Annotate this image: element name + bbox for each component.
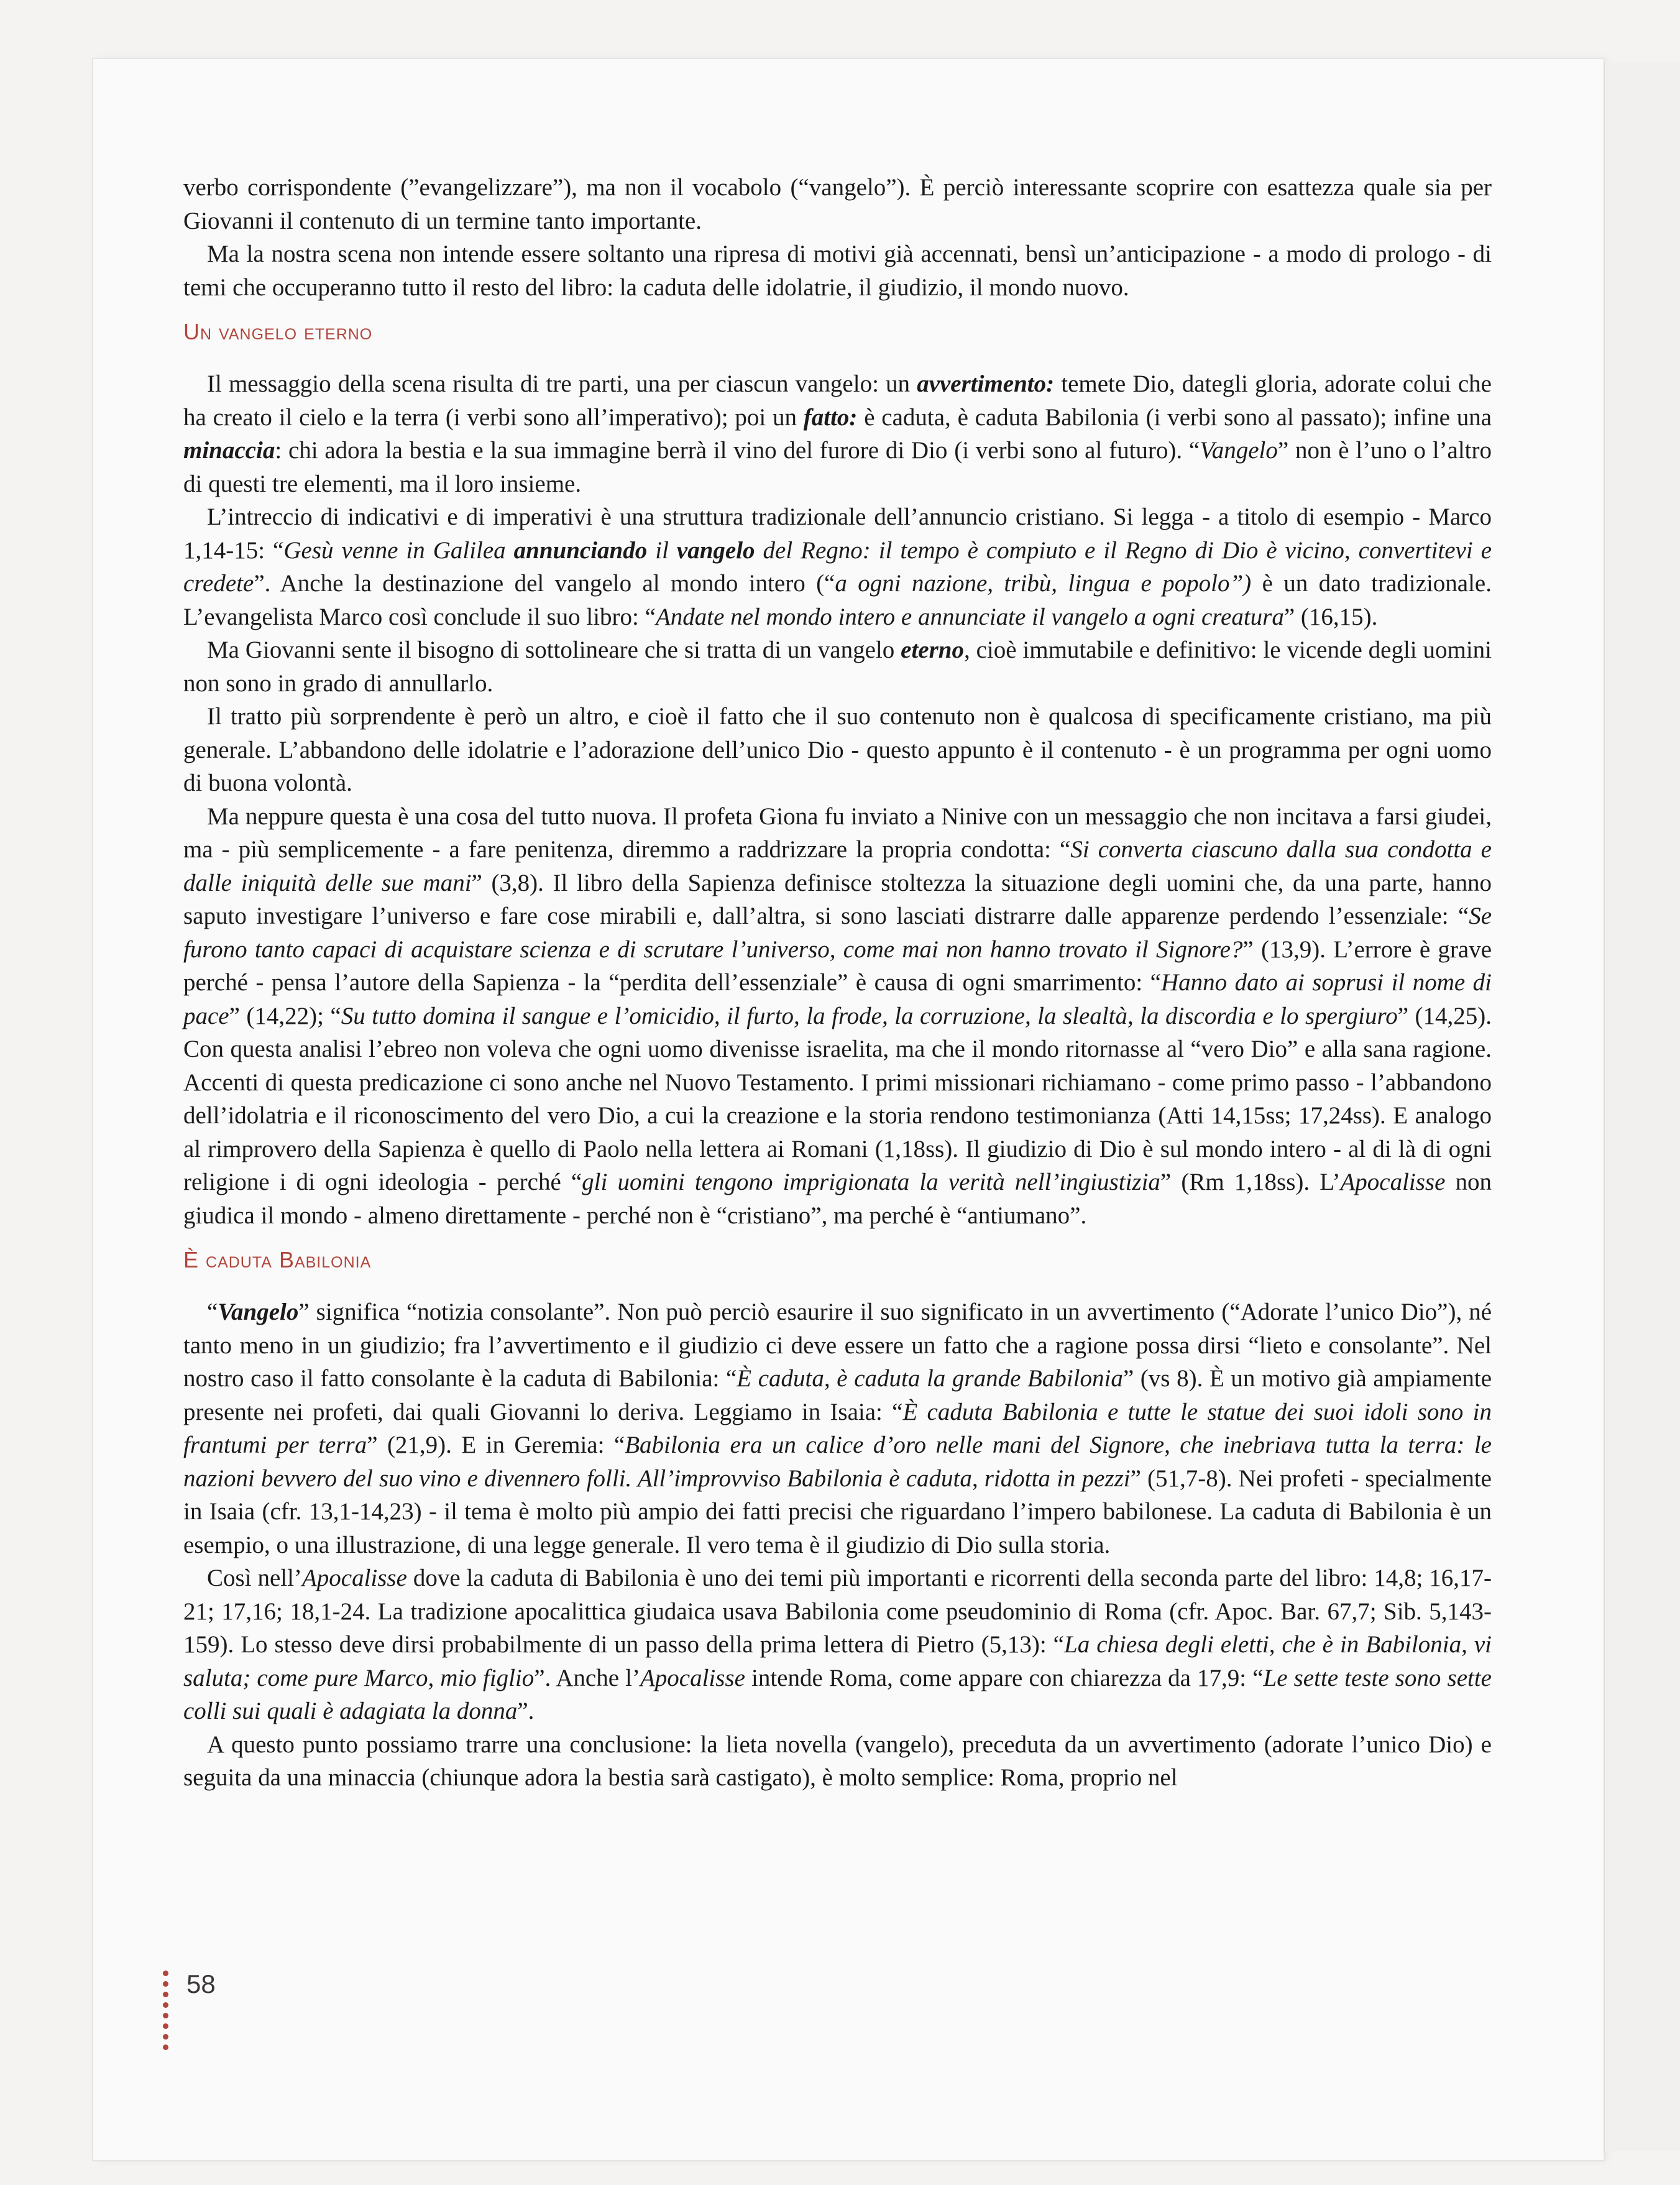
section-heading: Un vangelo eterno xyxy=(183,319,373,344)
facing-page-edge xyxy=(1604,62,1680,2151)
paragraph: A questo punto possiamo trarre una conclusione: la lieta novella (vangelo), preceduta da un avvertimento (adorate l’unico Dio) e seguita da una minaccia (chiunque adora la bestia sarà castigato), è molto semplice: Roma, proprio nel xyxy=(183,1731,1492,1791)
paragraph: Il tratto più sorprendente è però un altro, e cioè il fatto che il suo contenuto non è qualcosa di specificamente cristiano, ma più generale. L’abbandono delle idolatrie e l’adorazione dell’unico Dio - questo appunto è il contenuto - è un programma per ogni uomo di buona volontà. xyxy=(183,703,1492,796)
paragraph: Ma la nostra scena non intende essere soltanto una ripresa di motivi già accennati, bensì un’anticipazione - a modo di prologo - di temi che occuperanno tutto il resto del libro: la caduta delle idolatrie, il giudizio, il mondo nuovo. xyxy=(183,241,1492,301)
paragraph: Così nell’Apocalisse dove la caduta di Babilonia è uno dei temi più importanti e ricorrenti della seconda parte del libro: 14,8; 16,17-21; 17,16; 18,1-24. La tradizione apocalittica giudaica usava Babilonia come pseudominio di Roma (cfr. Apoc. Bar. 67,7; Sib. 5,143-159). Lo stesso deve dirsi probabilmente di un passo della prima lettera di Pietro (5,13): “La chiesa degli eletti, che è in Babilonia, vi saluta; come pure Marco, mio figlio”. Anche l’Apocalisse intende Roma, come appare con chiarezza da 17,9: “Le sette teste sono sette colli sui quali è adagiata la donna”. xyxy=(183,1565,1492,1724)
section-heading: È caduta Babilonia xyxy=(183,1247,372,1272)
paragraph: L’intreccio di indicativi e di imperativi è una struttura tradizionale dell’annuncio cristiano. Si legga - a titolo di esempio - Marco 1,14-15: “Gesù venne in Galilea annunciando il vangelo del Regno: il tempo è compiuto e il Regno di Dio è vicino, convertitevi e credete”. Anche la destinazione del vangelo al mondo intero (“a ogni nazione, tribù, lingua e popolo”) è un dato tradizionale. L’evangelista Marco così conclude il suo libro: “Andate nel mondo intero e annunciate il vangelo a ogni creatura” (16,15). xyxy=(183,504,1492,630)
body-text xyxy=(183,171,1492,1795)
paragraph: “Vangelo” significa “notizia consolante”. Non può perciò esaurire il suo significato in un avvertimento (“Adorate l’unico Dio”), né tanto meno in un giudizio; fra l’avvertimento e il giudizio ci deve essere un fatto che a ragione possa dirsi “lieto e consolante”. Nel nostro caso il fatto consolante è la caduta di Babilonia: “È caduta, è caduta la grande Babilonia” (vs 8). È un motivo già ampiamente presente nei profeti, dai quali Giovanni lo deriva. Leggiamo in Isaia: “È caduta Babilonia e tutte le statue dei suoi idoli sono in frantumi per terra” (21,9). E in Geremia: “Babilonia era un calice d’oro nelle mani del Signore, che inebriava tutta la terra: le nazioni bevvero del suo vino e divennero folli. All’improvviso Babilonia è caduta, ridotta in pezzi” (51,7-8). Nei profeti - specialmente in Isaia (cfr. 13,1-14,23) - il tema è molto più ampio dei fatti precisi che riguardano l’impero babilonese. La caduta di Babilonia è un esempio, o una illustrazione, di una legge generale. Il vero tema è il giudizio di Dio sulla storia. xyxy=(183,1299,1492,1558)
paragraph: verbo corrispondente (”evangelizzare”), ma non il vocabolo (“vangelo”). È perciò interessante scoprire con esattezza quale sia per Giovanni il contenuto di un termine tanto importante. xyxy=(183,174,1492,234)
paragraph: Il messaggio della scena risulta di tre parti, una per ciascun vangelo: un avvertimento: temete Dio, dategli gloria, adorate colui che ha creato il cielo e la terra (i verbi sono all’imperativo); poi un fatto: è caduta, è caduta Babilonia (i verbi sono al passato); infine una minaccia: chi adora la bestia e la sua immagine berrà il vino del furore di Dio (i verbi sono al futuro). “Vangelo” non è l’uno o l’altro di questi tre elementi, ma il loro insieme. xyxy=(183,370,1492,497)
paragraph: Ma Giovanni sente il bisogno di sottolineare che si tratta di un vangelo eterno, cioè immutabile e definitivo: le vicende degli uomini non sono in grado di annullarlo. xyxy=(183,637,1492,697)
page-footer xyxy=(163,1971,287,2064)
decorative-dots xyxy=(163,1971,169,2055)
paragraph: Ma neppure questa è una cosa del tutto nuova. Il profeta Giona fu inviato a Ninive con un messaggio che non incitava a farsi giudei, ma - più semplicemente - a fare penitenza, diremmo a raddrizzare la propria condotta: “Si converta ciascuno dalla sua condotta e dalle iniquità delle sue mani” (3,8). Il libro della Sapienza definisce stoltezza la situazione degli uomini che, da una parte, hanno saputo investigare l’universo e fare cose mirabili e, dall’altra, si sono lasciati distrarre dalle apparenze perdendo l’essenziale: “Se furono tanto capaci di acquistare scienza e di scrutare l’universo, come mai non hanno trovato il Signore?” (13,9). L’errore è grave perché - pensa l’autore della Sapienza - la “perdita dell’essenziale” è causa di ogni smarrimento: “Hanno dato ai soprusi il nome di pace” (14,22); “Su tutto domina il sangue e l’omicidio, il furto, la frode, la corruzione, la slealtà, la discordia e lo spergiuro” (14,25). Con questa analisi l’ebreo non voleva che ogni uomo divenisse israelita, ma che il mondo ritornasse al “vero Dio” e alla sana ragione. Accenti di questa predicazione ci sono anche nel Nuovo Testamento. I primi missionari richiamano - come primo passo - l’abbandono dell’idolatria e il riconoscimento del vero Dio, a cui la creazione e la storia rendono testimonianza (Atti 14,15ss; 17,24ss). E analogo al rimprovero della Sapienza è quello di Paolo nella lettera ai Romani (1,18ss). Il giudizio di Dio è sul mondo intero - al di là di ogni religione i di ogni ideologia - perché “gli uomini tengono imprigionata la verità nell’ingiustizia” (Rm 1,18ss). L’Apocalisse non giudica il mondo - almeno direttamente - perché non è “cristiano”, ma perché è “antiumano”. xyxy=(183,803,1492,1229)
page-number: 58 xyxy=(186,1969,216,1999)
